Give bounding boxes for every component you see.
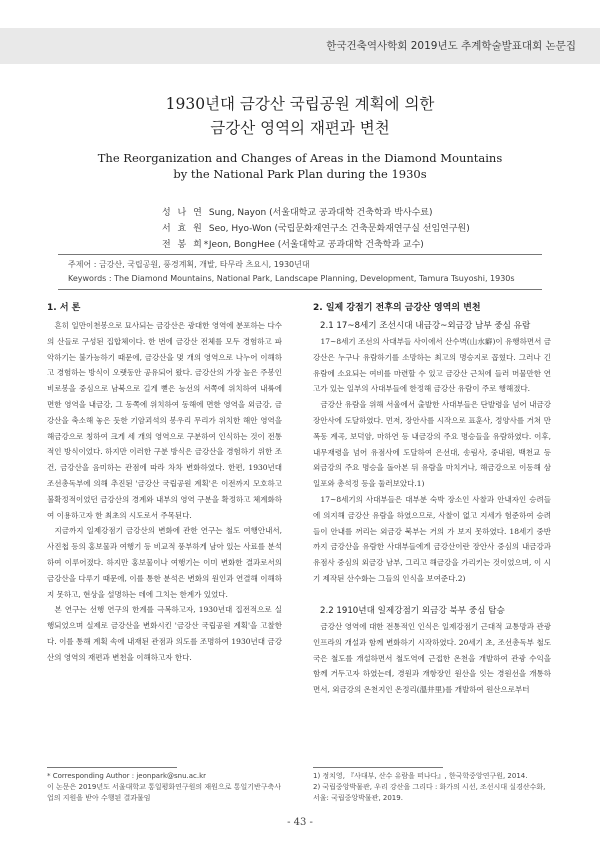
keywords-english: Keywords : The Diamond Mountains, National Park, Landscape Planning, Development, Tamura Tsuyoshi, 1930s [68, 274, 515, 283]
author-row [162, 221, 470, 237]
author-row [162, 205, 470, 221]
page-number: - 43 - [287, 817, 313, 828]
section-1-heading: 1. 서 론 [47, 303, 81, 313]
section-2-1-heading: 2.1 17~8세기 조선시대 내금강~외금강 남부 중심 유람 [320, 321, 531, 331]
title-korean-line-2: 금강산 영역의 재편과 변천 [210, 119, 390, 137]
paragraph: 본 연구는 선행 연구의 한계를 극복하고자, 1930년대 집전적으로 실행되었으며 실제로 금강산을 변화시킨 '금강산 국립공원 계획'을 고찰한다. 이를 통해 계획 속에 내재된 관점과 의도를 조명하여 1930년대 금강산의 영역의 재편과 변천을 이해하고자 한다. [47, 605, 282, 662]
corresponding-author-note: * Corresponding Author : jeonpark@snu.ac.kr [47, 772, 207, 780]
keywords-bottom-rule [58, 289, 542, 290]
paragraph: 17~8세기 조선의 사대부들 사이에서 산수벽(山水癖)이 유행하면서 금강산은 누구나 유람하기를 소망하는 최고의 명승지로 꼽혔다. 그러나 긴 유람에 소요되는 여비를 마련할 수 있고 금강산 근처에 들러 머물만한 연고가 있는 일부의 사대부들에 한정해 금강산 유람이 주로 행해졌다. [313, 337, 551, 394]
footnote-2: 2) 국립중앙박물관, 우리 강산을 그리다 : 화가의 시선, 조선시대 실경산수화, 서울: 국립중앙박물관, 2019. [313, 783, 546, 802]
section-2-heading: 2. 일제 강점기 전후의 금강산 영역의 변천 [313, 303, 481, 313]
title-english-line-2: by the National Park Plan during the 1930s [173, 167, 427, 181]
running-header: 한국건축역사학회 2019년도 추계학술발표대회 논문집 [326, 40, 576, 52]
author-name: 서 효 원 [162, 224, 204, 234]
keywords-korean: 주제어 : 금강산, 국립공원, 풍경계획, 개발, 타무라 츠요시, 1930년대 [68, 260, 310, 269]
footnote-left [47, 771, 282, 804]
author-name: 전 봉 희* [162, 240, 211, 250]
author-row [162, 237, 470, 253]
section-2-1-body [313, 334, 551, 587]
paragraph: 금강산 유람을 위해 서울에서 출발한 사대부들은 단발령을 넘어 내금강 장안사에 도달하였다. 먼저, 장안사를 시작으로 표훈사, 정양사를 거쳐 만폭동 계곡, 보덕암, 마하연 등 내금강의 주요 명승들을 유람하였다. 이후, 내무재령을 넘어 유점사에 도달하여 은선대, 송림사, 중내원, 백천교 등 외금강의 주요 명승을 돌아본 뒤 유람을 마치거나, 해금강으로 이동해 삼일포와 총석정 등을 둘러보았다.1) [313, 400, 551, 489]
title-korean-line-1: 1930년대 금강산 국립공원 계획에 의한 [165, 95, 435, 113]
footnote-rule-left [47, 767, 177, 768]
paragraph: 금강산 영역에 대한 전통적인 인식은 일제강점기 근대적 교통망과 관광인프라의 개설과 함께 변화하기 시작하였다. 20세기 초, 조선총독부 철도국은 철도를 개설하면서 철도역에 근접한 온천을 개발하여 관광 수익을 함께 거두고자 하였는데, 경원과 개항장인 원산을 잇는 경원선을 개통하면서, 외금강의 온천지인 온정리(溫井里)를 개발하여 원산으로부터 [313, 622, 551, 695]
section-1-body [47, 318, 282, 666]
footnote-1: 1) 정치영, 『사대부, 산수 유람을 떠나다』, 한국학중앙연구원, 2014. [313, 772, 528, 780]
title-english-line-1: The Reorganization and Changes of Areas in the Diamond Mountains [97, 151, 503, 165]
section-2-2-body [313, 619, 551, 698]
author-affiliation: Sung, Nayon (서울대학교 공과대학 건축학과 박사수료) [208, 208, 433, 218]
section-2-2-heading: 2.2 1910년대 일제강점기 외금강 북부 중심 탐승 [320, 606, 505, 616]
author-list [162, 205, 470, 253]
footnote-rule-right [313, 767, 443, 768]
paragraph: 지금까지 일제강점기 금강산의 변화에 관한 연구는 철도 여행안내서, 사진첩 등의 홍보물과 여행기 등 비교적 풍부하게 남아 있는 사료를 분석하여 이루어졌다. 하지만 홍보물이나 여행기는 이미 변화한 결과로서의 금강산을 다루기 때문에, 이를 통한 분석은 변화의 원인과 연결해 이해하지 못하고, 현상을 설명하는 데에 그치는 한계가 있었다. [47, 526, 282, 599]
author-name: 성 나 연 [162, 208, 204, 218]
keywords-top-rule [58, 254, 542, 255]
paragraph: 흔히 일만이천봉으로 묘사되는 금강산은 광대한 영역에 분포하는 다수의 산들로 구성된 집합체이다. 한 번에 금강산 전체를 모두 경험하고 파악하기는 불가능하기 때문에, 금강산을 몇 개의 영역으로 나누어 이해하고 경험하는 방식이 오랫동안 공유되어 왔다. 금강산의 가장 높은 주봉인 비로봉을 중심으로 남북으로 길게 뻗은 능선의 서쪽에 위치하여 내륙에 면한 영역을 내금강, 그 동쪽에 위치하여 동해에 면한 영역을 외금강, 금강산을 축소해 놓은 듯한 기암괴석의 봉우리 무리가 위치한 해안 영역을 해금강으로 칭하여 크게 세 개의 영역으로 구분하여 인식하는 것이 전통적인 방식이었다. 하지만 이러한 구분 방식은 금강산을 경험하기 위한 조건, 금강산을 음미하는 관점에 따라 차차 변화하였다. 한편, 1930년대 조선총독부에 의해 추진된 '금강산 국립공원 계획'은 이전까지 모호하고 불확정적이었던 금강산의 경계와 내부의 영역 구분을 확정하고 체계화하여 이용하고자 한 최초의 시도로서 주목된다. [47, 321, 282, 520]
author-affiliation: Seo, Hyo-Won (국립문화재연구소 건축문화재연구실 선임연구원) [208, 224, 470, 234]
paragraph: 17~8세기의 사대부들은 대부분 숙박 장소인 사찰과 안내자인 승려들에 의지해 금강산 유람을 하였으므로, 사찰이 없고 지세가 험준하여 승려들이 안내를 꺼리는 외금강 북부는 거의 가 보지 못하였다. 18세기 중반까지 금강산을 유람한 사대부들에게 금강산이란 장안사 중심의 내금강과 유점사 중심의 외금강 남부, 그리고 해금강을 가리키는 것이었으며, 이 시기 제작된 산수화는 그들의 인식을 보여준다.2) [313, 494, 551, 583]
funding-note: 이 논문은 2019년도 서울대학교 통일평화연구원의 재원으로 통일기반구축사업의 지원을 받아 수행된 결과물임 [47, 783, 282, 802]
footnotes-right [313, 771, 551, 804]
author-affiliation: Jeon, BongHee (서울대학교 공과대학 건축학과 교수) [208, 240, 424, 250]
